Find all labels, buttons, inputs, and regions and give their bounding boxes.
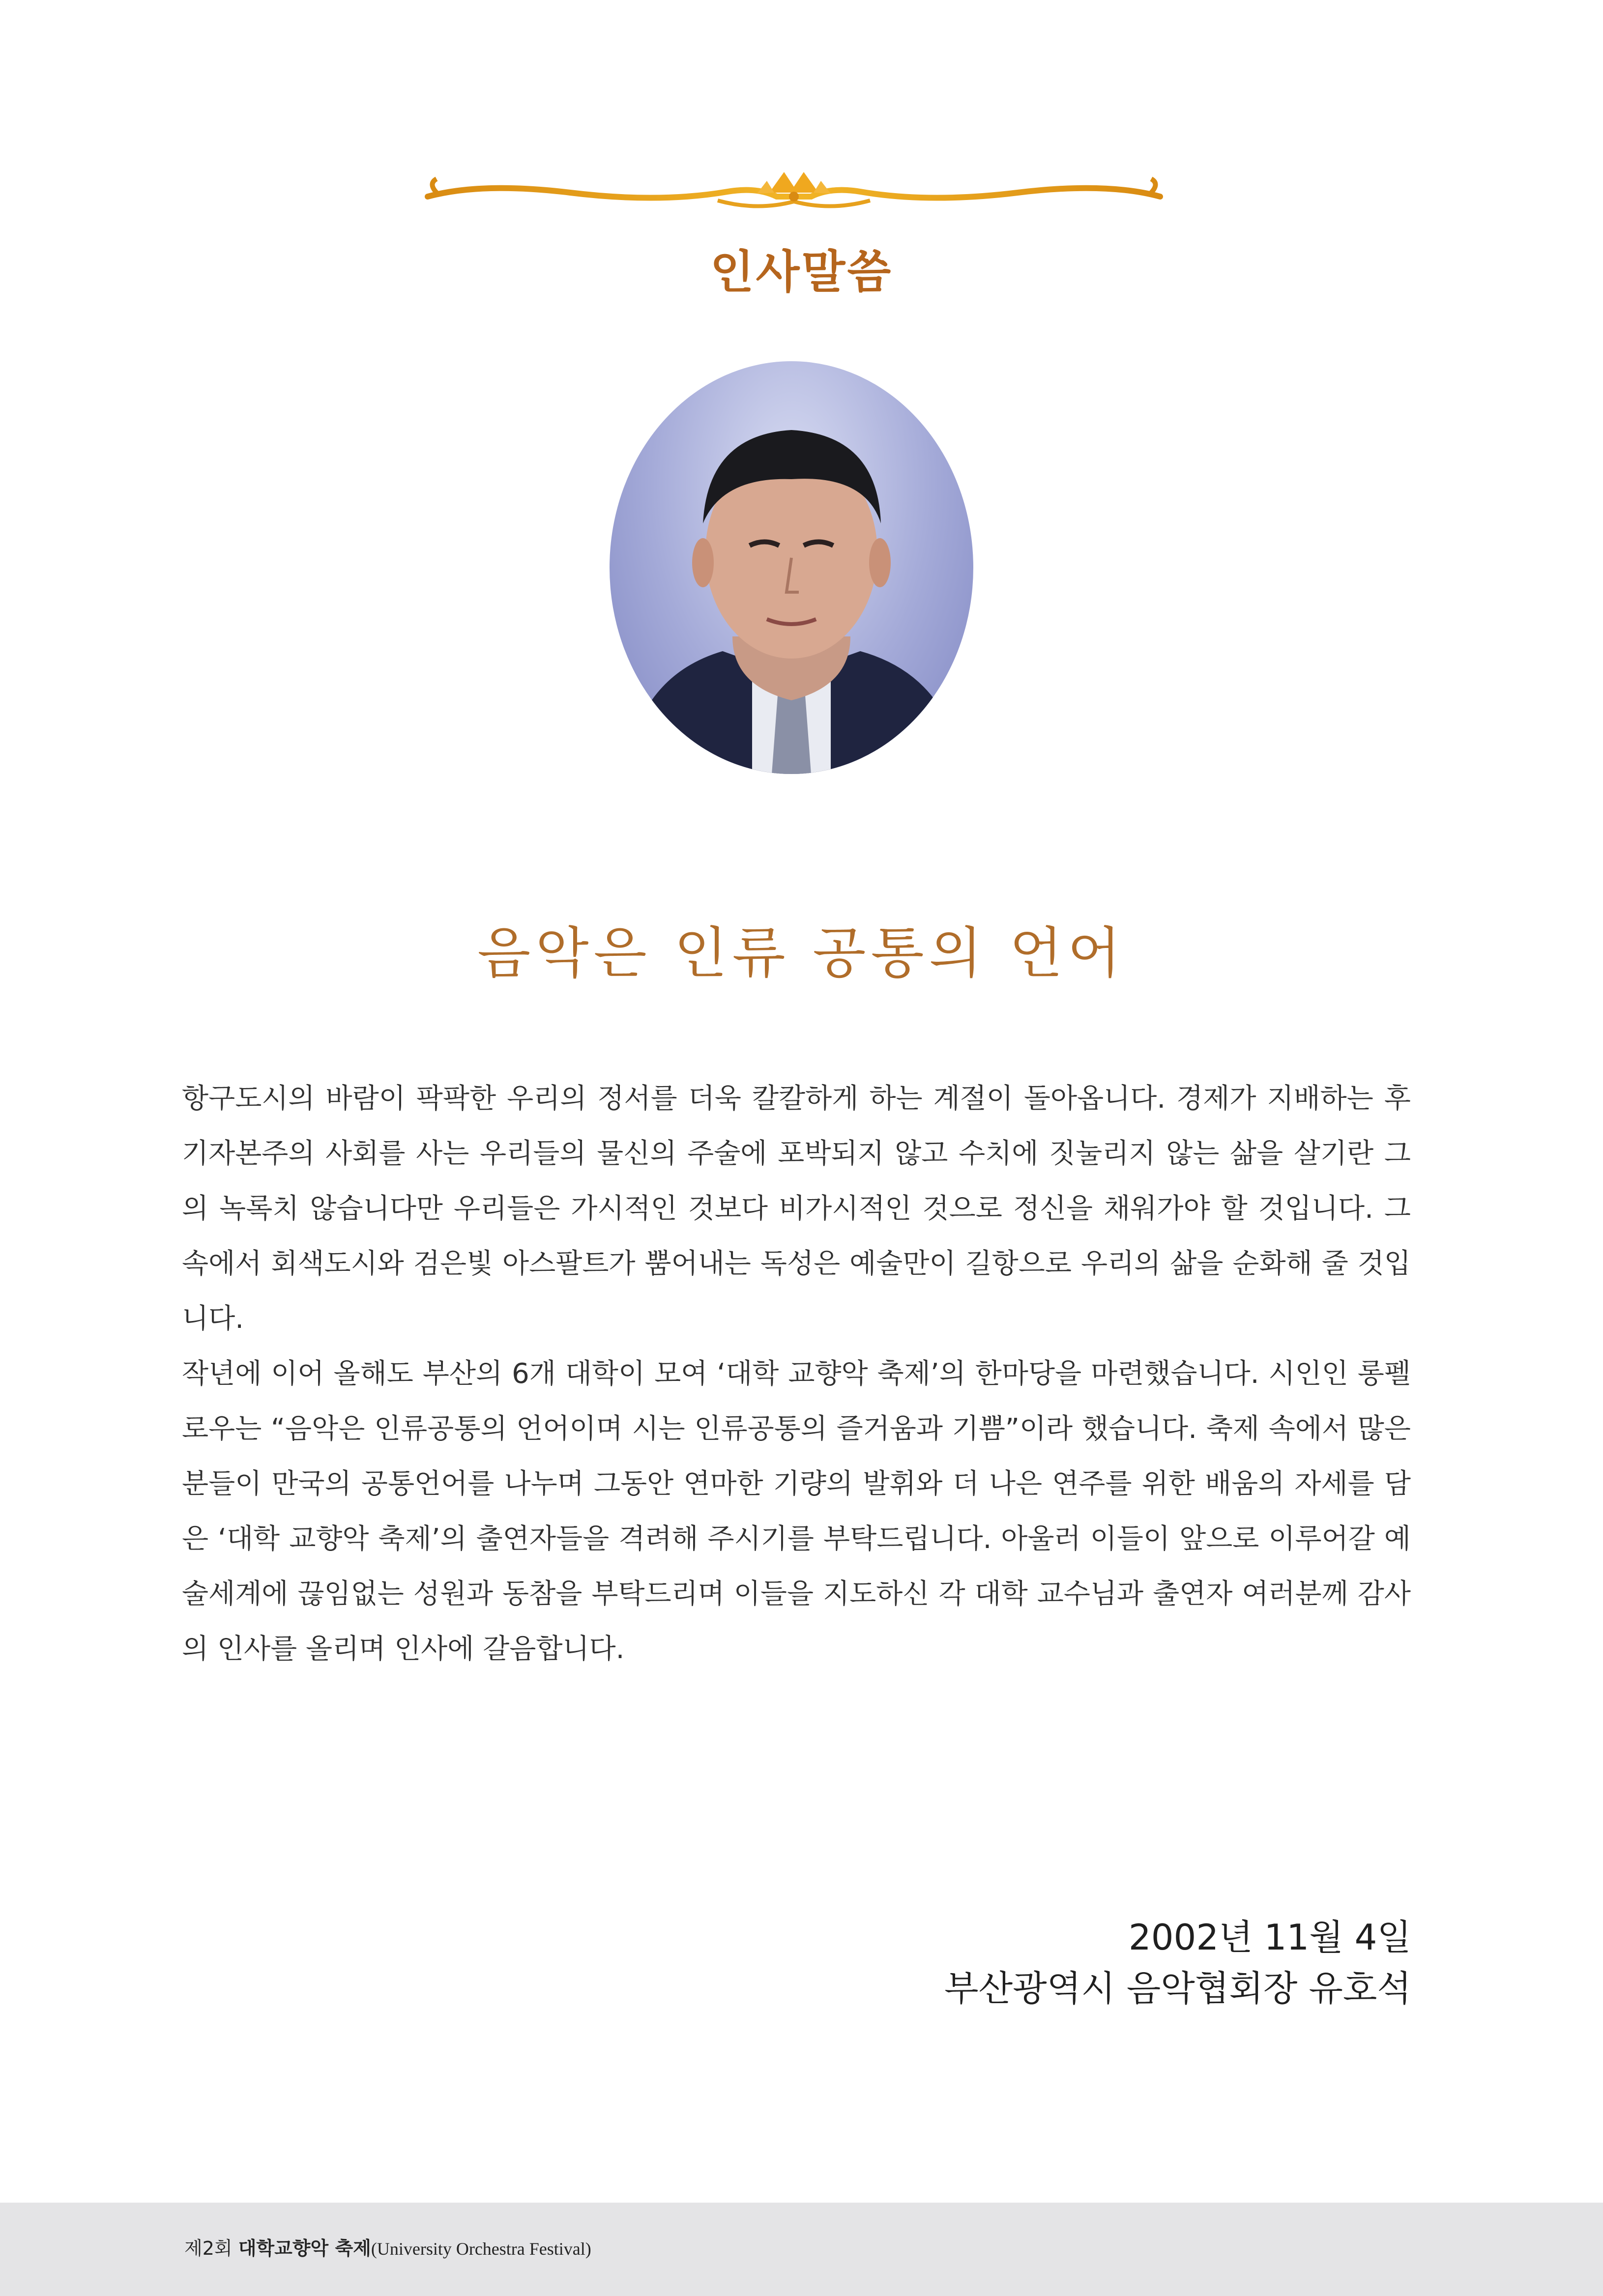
portrait-icon — [610, 361, 973, 774]
paragraph: 작년에 이어 올해도 부산의 6개 대학이 모여 ‘대학 교향악 축제’의 한마당을 마련했습니다. 시인인 롱펠로우는 “음악은 인류공통의 언어이며 시는 인류공통의 즐거움과 기쁨”이라 했습니다. 축제 속에서 많은 분들이 만국의 공통언어를 나누며 그동안 연마한 기량의 발휘와 더 나은 연주를 위한 배움의 자세를 담은 ‘대학 교향악 축제’의 출연자들을 격려해 주시기를 부탁드립니다. 아울러 이들이 앞으로 이루어갈 예술세계에 끊임없는 성원과 동참을 부탁드리며 이들을 지도하신 각 대학 교수님과 출연자 여러분께 감사의 인사를 올리며 인사에 갈음합니다. — [182, 1358, 1411, 1665]
signature-block — [944, 1912, 1411, 2014]
footer-festival: 대학교향악 축제 — [238, 2238, 371, 2259]
footer-edition: 제2회 — [184, 2238, 233, 2259]
page-footer — [0, 2203, 1603, 2296]
footer-text — [184, 2233, 591, 2260]
portrait-photo — [610, 361, 973, 774]
paragraph: 항구도시의 바람이 팍팍한 우리의 정서를 더욱 칼칼하게 하는 계절이 돌아옵니다. 경제가 지배하는 후기자본주의 사회를 사는 우리들의 물신의 주술에 포박되지 않고 수치에 짓눌리지 않는 삶을 살기란 그의 녹록치 않습니다만 우리들은 가시적인 것보다 비가시적인 것으로 정신을 채워가야 할 것입니다. 그속에서 회색도시와 검은빛 아스팔트가 뿜어내는 독성은 예술만이 길항으로 우리의 삶을 순화해 줄 것입니다. — [182, 1083, 1411, 1335]
sign-date: 2002년 11월 4일 — [1128, 1917, 1411, 1958]
footer-english: (University Orchestra Festival) — [371, 2239, 591, 2259]
ornament-divider-icon — [423, 162, 1165, 216]
greeting-title: 음악은 인류 공통의 언어 — [477, 921, 1126, 985]
sign-name: 부산광역시 음악협회장 유호석 — [944, 1968, 1411, 2009]
greeting-body — [182, 1071, 1411, 1677]
page-heading: 인사말씀 — [710, 245, 893, 298]
